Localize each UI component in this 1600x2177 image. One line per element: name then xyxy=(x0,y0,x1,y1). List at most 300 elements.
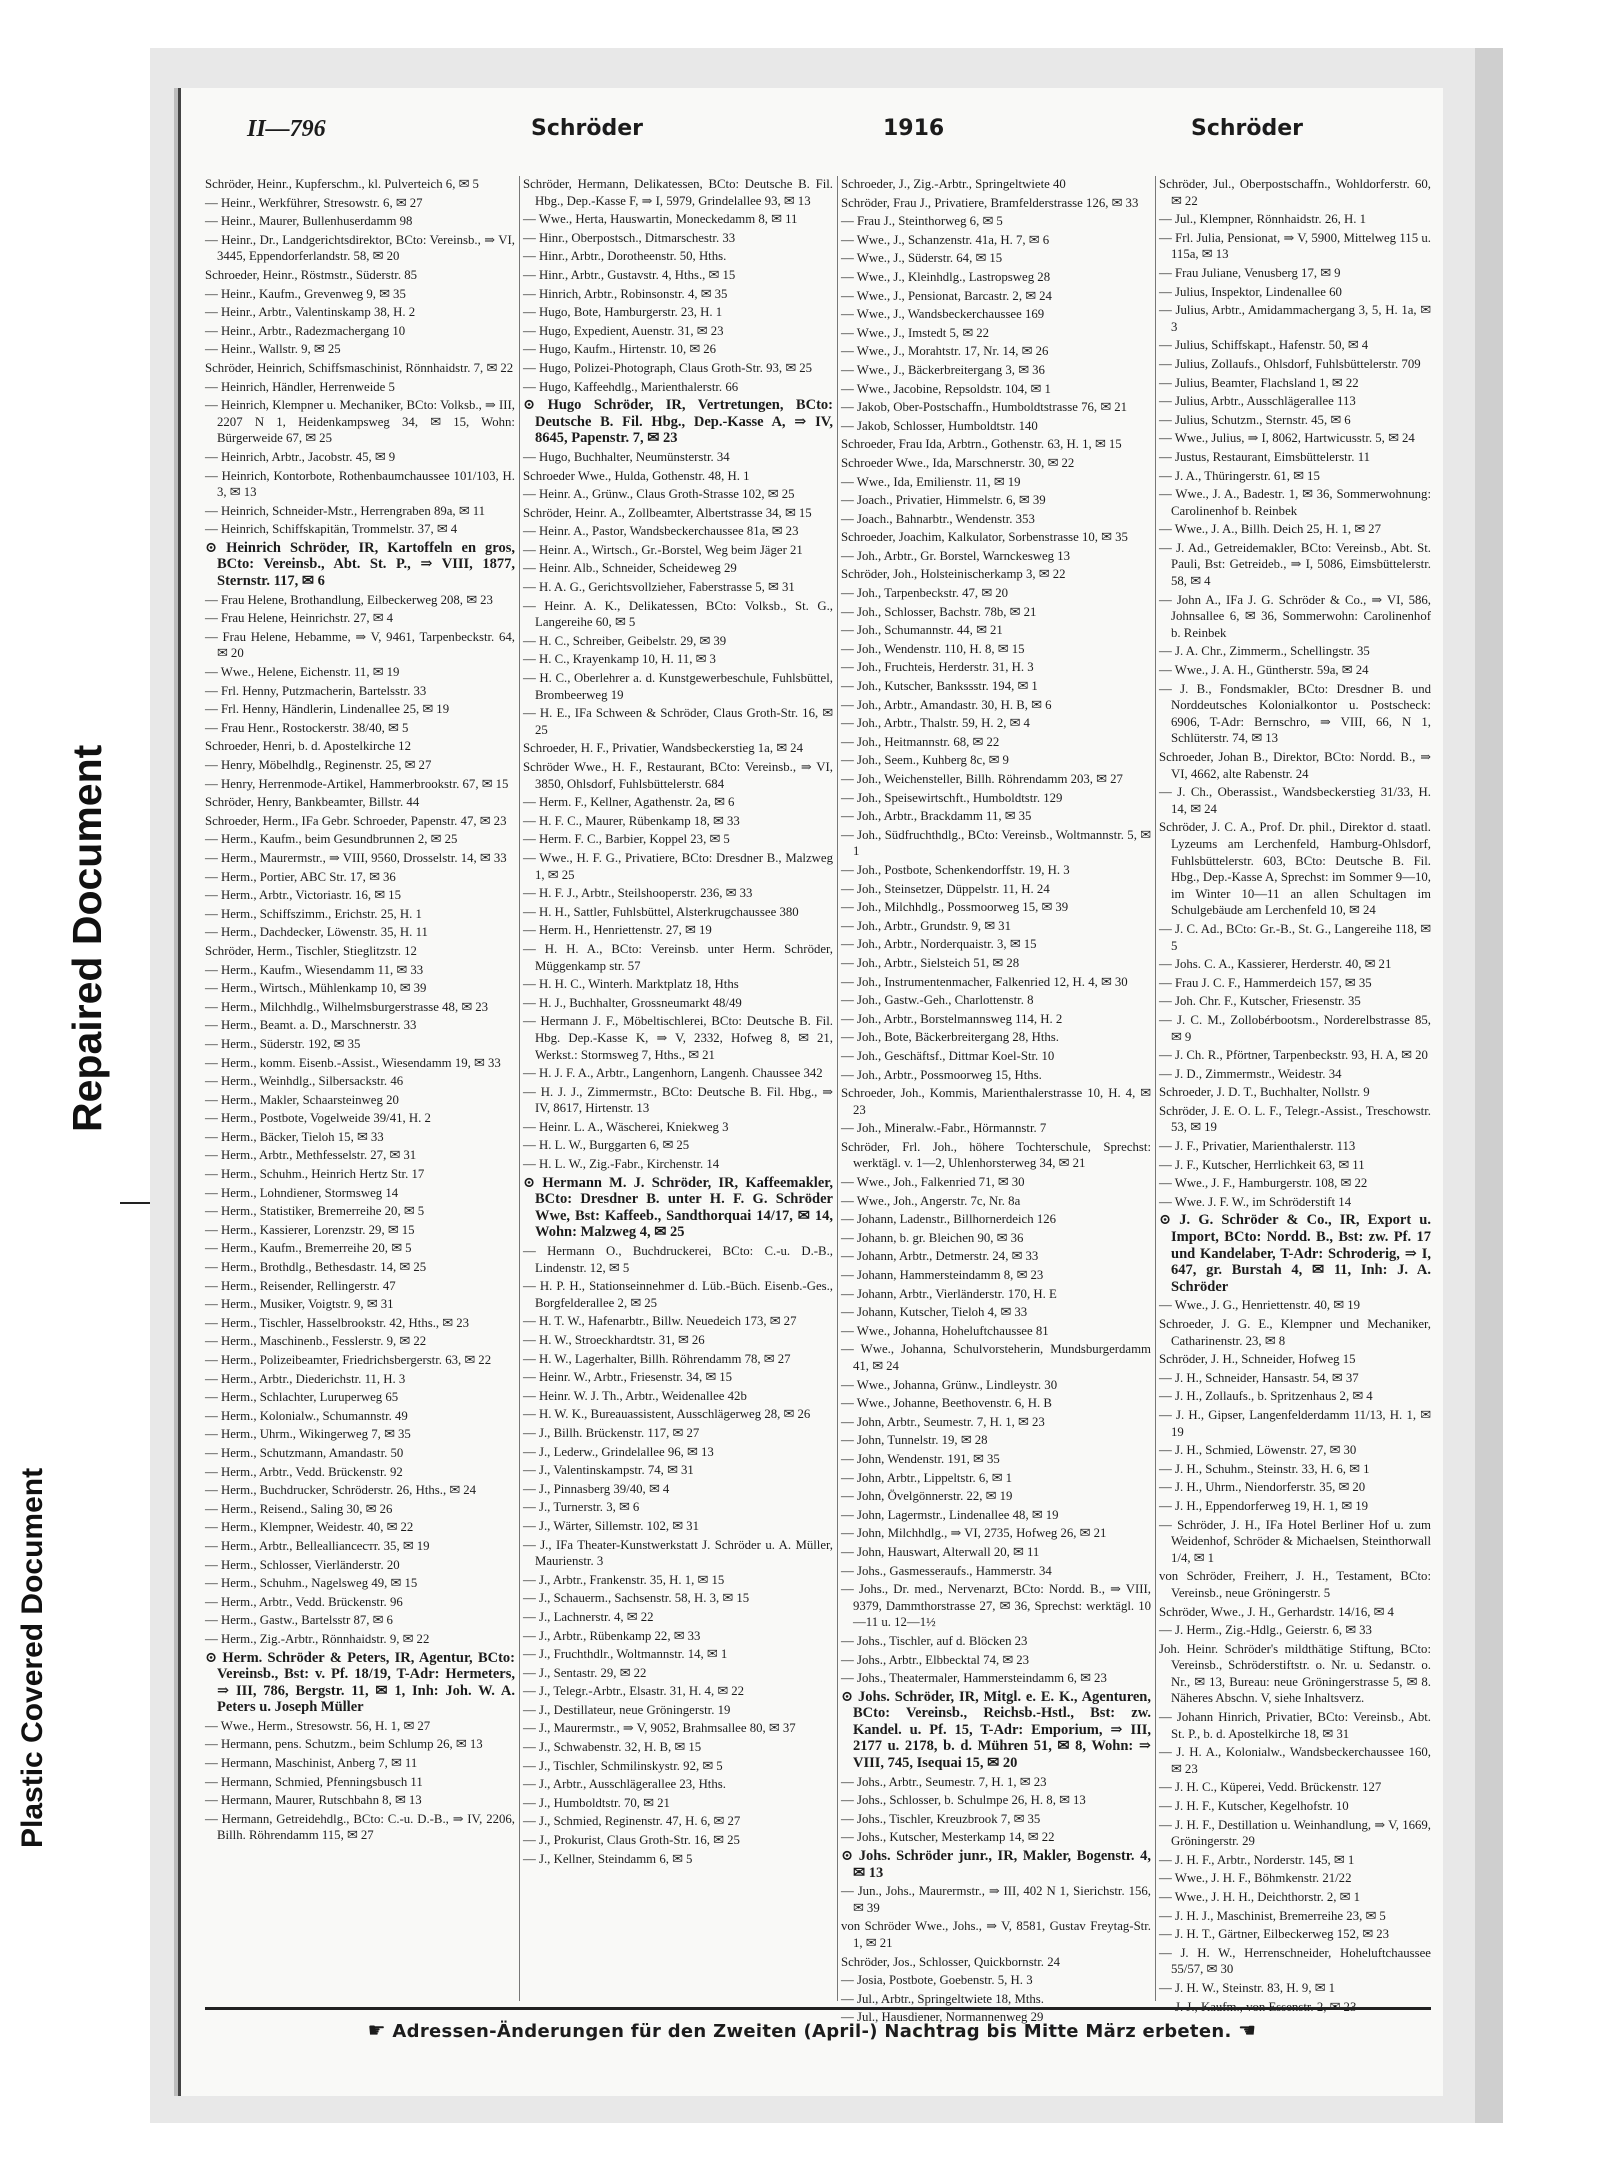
directory-entry: — Joach., Bahnarbtr., Wendenstr. 353 xyxy=(841,511,1035,526)
directory-entry: Schroeder Wwe., Hulda, Gothenstr. 48, H. 1 xyxy=(523,468,750,483)
directory-entry: — Herm., Schlosser, Vierländerstr. 20 xyxy=(205,1557,400,1572)
header-name-left: Schröder xyxy=(531,116,644,141)
column-rule xyxy=(837,176,838,2001)
directory-entry: ⊙ Herm. Schröder & Peters, IR, Agentur, BCto: Vereinsb., Bst: v. Pf. 18/19, T-Adr: Hermeters, ⇒ III, 786, Bergstr. 11, ✉ 1, Inh: Joh. W. A. Peters u. Joseph Müller xyxy=(205,1649,515,1716)
directory-entry: — Herm., Arbtr., Belleallianceстr. 35, ✉ 19 xyxy=(205,1538,430,1553)
directory-entry: — Herm., Maschinenb., Fesslerstr. 9, ✉ 22 xyxy=(205,1334,427,1349)
directory-entry: Schroeder, Joh., Kommis, Marienthalerstrasse 10, H. 4, ✉ 23 xyxy=(841,1086,1151,1117)
directory-entry: — Joh., Tarpenbeckstr. 47, ✉ 20 xyxy=(841,586,1009,601)
directory-entry: Schröder, Frau J., Privatiere, Bramfelderstrasse 126, ✉ 33 xyxy=(841,195,1139,210)
directory-entry: — Joh., Bote, Bäckerbreitergang 28, Hths. xyxy=(841,1030,1059,1045)
directory-column-3 xyxy=(841,176,1151,2025)
directory-entry: — H. C., Oberlehrer a. d. Kunstgewerbeschule, Fuhlsbüttel, Brombeerweg 19 xyxy=(523,671,833,702)
directory-entry: — John, Lagermstr., Lindenallee 48, ✉ 19 xyxy=(841,1507,1059,1522)
directory-entry: Schröder, J. C. A., Prof. Dr. phil., Direktor d. staatl. Lyzeums am Lerchenfeld, Hamburg-Ohlsdorf, Fuhlsbüttelerstr. 603, BCto: Deutsche B. Fil. Hbg., Dep.-Kasse A, Sprechst: im Sommer 9—10, im Winter 10—11 an allen Schultagen im Schulgebäude am Lerchenfeld 10, ✉ 24 xyxy=(1159,820,1431,918)
directory-entry: — Joh., Fruchteis, Herderstr. 31, H. 3 xyxy=(841,660,1034,675)
directory-entry: — J., Billh. Brückenstr. 117, ✉ 27 xyxy=(523,1425,700,1440)
pointing-hand-icon: ☚ xyxy=(1238,2018,1257,2042)
directory-entry: — Julius, Schutzm., Sternstr. 45, ✉ 6 xyxy=(1159,412,1351,427)
directory-entry: — Heinr., Kaufm., Grevenweg 9, ✉ 35 xyxy=(205,286,406,301)
directory-entry: — J., Arbtr., Frankenstr. 35, H. 1, ✉ 15 xyxy=(523,1572,725,1587)
directory-entry: — Herm., Milchhdlg., Wilhelmsburgerstrasse 48, ✉ 23 xyxy=(205,999,489,1014)
directory-entry: — Wwe., Joh., Falkenried 71, ✉ 30 xyxy=(841,1175,1025,1190)
directory-entry: — Herm. F. C., Barbier, Koppel 23, ✉ 5 xyxy=(523,832,730,847)
directory-entry: — Wwe., Johanna, Schulvorsteherin, Mundsburgerdamm 41, ✉ 24 xyxy=(841,1342,1151,1373)
directory-entry: Schroeder Wwe., Ida, Marschnerstr. 30, ✉ 22 xyxy=(841,455,1075,470)
directory-entry: — Hermann, Getreidehdlg., BCto: C.-u. D.-B., ⇒ IV, 2206, Billh. Röhrendamm 115, ✉ 27 xyxy=(205,1811,515,1843)
directory-entry: — Wwe., Helene, Eichenstr. 11, ✉ 19 xyxy=(205,665,400,680)
page-header xyxy=(181,116,1443,156)
directory-entry: — John, Hauswart, Alterwall 20, ✉ 11 xyxy=(841,1544,1040,1559)
directory-entry: — Herm., Buchdrucker, Schröderstr. 26, Hths., ✉ 24 xyxy=(205,1483,477,1498)
directory-entry: — Heinrich, Arbtr., Jacobstr. 45, ✉ 9 xyxy=(205,449,396,464)
directory-entry: — Hugo, Buchhalter, Neumünsterstr. 34 xyxy=(523,449,730,464)
page-number: II—796 xyxy=(247,116,326,142)
directory-entry: Schröder, Jul., Oberpostschaffn., Wohldorferstr. 60, ✉ 22 xyxy=(1159,177,1431,208)
directory-entry: — Joh., Steinsetzer, Düppelstr. 11, H. 24 xyxy=(841,881,1050,896)
directory-entry: — Frl. Henny, Putzmacherin, Bartelsstr. 33 xyxy=(205,683,427,698)
directory-entry: — Hermann, Maschinist, Anberg 7, ✉ 11 xyxy=(205,1756,418,1771)
directory-entry: — Johann, Kutscher, Tieloh 4, ✉ 33 xyxy=(841,1305,1028,1320)
directory-entry: — Johs., Tischler, auf d. Blöcken 23 xyxy=(841,1633,1028,1648)
directory-entry: — Joh., Gastw.-Geh., Charlottenstr. 8 xyxy=(841,993,1034,1008)
directory-entry: Schroeder, J. G. E., Klempner und Mechaniker, Catharinenstr. 23, ✉ 8 xyxy=(1159,1317,1431,1348)
directory-entry: — Hugo, Kaufm., Hirtenstr. 10, ✉ 26 xyxy=(523,342,717,357)
pointing-hand-icon: ☛ xyxy=(367,2018,386,2042)
directory-entry: — Herm., Lohndiener, Stormsweg 14 xyxy=(205,1185,399,1200)
directory-entry: — Henry, Herrenmode-Artikel, Hammerbrookstr. 67, ✉ 15 xyxy=(205,776,509,791)
directory-entry: — J. H., Zollaufs., b. Spritzenhaus 2, ✉ 4 xyxy=(1159,1389,1373,1404)
directory-entry: — Joh., Südfruchthdlg., BCto: Vereinsb., Woltmannstr. 5, ✉ 1 xyxy=(841,827,1151,859)
directory-entry: — J. H. W., Herrenschneider, Hoheluftchaussee 55/57, ✉ 30 xyxy=(1159,1945,1431,1977)
directory-entry: — J. H., Schneider, Hansastr. 54, ✉ 37 xyxy=(1159,1370,1359,1385)
directory-entry: — Herm., Statistiker, Bremerreihe 20, ✉ 5 xyxy=(205,1204,425,1219)
directory-entry: — J. C. Ad., BCto: Gr.-B., St. G., Langereihe 118, ✉ 5 xyxy=(1159,921,1431,953)
directory-entry: — Joh., Postbote, Schenkendorffstr. 19, H. 3 xyxy=(841,862,1070,877)
directory-entry: — John A., IFa J. G. Schröder & Co., ⇒ VI, 586, Johnsallee 6, ✉ 36, Sommerwohn: Carolinenhof b. Reinbek xyxy=(1159,592,1431,640)
directory-entry: — Johann Hinrich, Privatier, BCto: Vereinsb., Abt. St. P., b. d. Apostelkirche 18, ✉ 31 xyxy=(1159,1710,1431,1741)
directory-entry: — Heinrich, Schneider-Mstr., Herrengraben 89a, ✉ 11 xyxy=(205,503,486,518)
directory-entry: — Joh., Weichensteller, Billh. Röhrendamm 203, ✉ 27 xyxy=(841,772,1123,786)
plastic-covered-label: Plastic Covered Document xyxy=(16,1467,49,1848)
directory-entry: — J., Kellner, Steindamm 6, ✉ 5 xyxy=(523,1851,693,1866)
directory-entry: — H. W. K., Bureauassistent, Ausschlägerweg 28, ✉ 26 xyxy=(523,1407,811,1422)
directory-entry: — Herm., Maurermstr., ⇒ VIII, 9560, Drosselstr. 14, ✉ 33 xyxy=(205,850,507,865)
directory-entry: Schröder, Heinr. A., Zollbeamter, Albertstrasse 34, ✉ 15 xyxy=(523,505,812,520)
directory-entry: — J. Ch., Oberassist., Wandsbeckerstieg 31/33, H. 14, ✉ 24 xyxy=(1159,785,1431,816)
directory-entry: — J. H. F., Kutscher, Kegelhofstr. 10 xyxy=(1159,1799,1349,1814)
directory-entry: — Jul., Hausdiener, Normannenweg 29 xyxy=(841,2010,1044,2025)
directory-entry: — J., Telegr.-Arbtr., Elsastr. 31, H. 4, ✉ 22 xyxy=(523,1684,745,1699)
directory-entry: — J. H. A., Kolonialw., Wandsbeckerchaussee 160, ✉ 23 xyxy=(1159,1745,1431,1776)
directory-entry: — Wwe., J. H. F., Böhmkenstr. 21/22 xyxy=(1159,1871,1352,1886)
directory-entry: — Heinr. A., Wirtsch., Gr.-Borstel, Weg beim Jäger 21 xyxy=(523,542,803,557)
directory-entry: Schroeder, Joachim, Kalkulator, Sorbenstrasse 10, ✉ 35 xyxy=(841,530,1128,545)
directory-entry: — H. W., Lagerhalter, Billh. Röhrendamm 78, ✉ 27 xyxy=(523,1351,791,1366)
directory-entry: — Wwe., Johanna, Hoheluftchaussee 81 xyxy=(841,1323,1049,1338)
directory-entry: — Hermann, Maurer, Rutschbahn 8, ✉ 13 xyxy=(205,1793,422,1808)
directory-entry: — Wwe., J. G., Henriettenstr. 40, ✉ 19 xyxy=(1159,1298,1360,1313)
directory-entry: — Herm., Dachdecker, Löwenstr. 35, H. 11 xyxy=(205,925,428,940)
directory-entry: Schröder, J. E. O. L. F., Telegr.-Assist., Treschowstr. 53, ✉ 19 xyxy=(1159,1103,1431,1135)
directory-entry: — Joh., Arbtr., Grundstr. 9, ✉ 31 xyxy=(841,918,1011,933)
directory-entry: — Herm., Beamt. a. D., Marschnerstr. 33 xyxy=(205,1018,417,1033)
directory-entry: — Joh., Arbtr., Amandastr. 30, H. B, ✉ 6 xyxy=(841,697,1052,712)
directory-entry: — Herm., Arbtr., Methfesselstr. 27, ✉ 31 xyxy=(205,1148,417,1163)
directory-entry: — Heinr., Arbtr., Radezmachergang 10 xyxy=(205,323,406,338)
directory-entry: — Herm., Süderstr. 192, ✉ 35 xyxy=(205,1036,361,1051)
directory-entry: — John, Arbtr., Lippeltstr. 6, ✉ 1 xyxy=(841,1470,1013,1485)
directory-entry: — J. H. F., Destillation u. Weinhandlung, ⇒ V, 1669, Gröningerstr. 29 xyxy=(1159,1817,1431,1849)
directory-entry: — Johs., Schlosser, b. Schulmpe 26, H. 8, ✉ 13 xyxy=(841,1793,1086,1808)
directory-entry: — J. Ch. R., Pförtner, Tarpenbeckstr. 93, H. A, ✉ 20 xyxy=(1159,1048,1428,1063)
directory-entry: — H. H. A., BCto: Vereinsb. unter Herm. Schröder, Müggenkamp str. 57 xyxy=(523,941,833,973)
directory-entry: — Wwe., Johanna, Grünw., Lindleystr. 30 xyxy=(841,1377,1058,1392)
directory-entry: — J. F., Kutscher, Herrlichkeit 63, ✉ 11 xyxy=(1159,1157,1365,1172)
directory-entry: Schroeder, Herm., IFa Gebr. Schroeder, Papenstr. 47, ✉ 23 xyxy=(205,813,507,828)
directory-entry: ⊙ Johs. Schröder, IR, Mitgl. e. E. K., Agenturen, BCto: Vereinsb., Reichsb.-Hstl., Bst: zw. Kandel. u. Pf. 15, T-Adr: Emporium, ⇒ III, 2177 u. 2178, b. d. Mühren 51, ✉ 8, Wohn: ⇒ VIII, 745, Isequai 15, ✉ 20 xyxy=(841,1688,1151,1772)
directory-entry: — J., Schauerm., Sachsenstr. 58, H. 3, ✉ 15 xyxy=(523,1591,750,1606)
directory-entry: — H. A. G., Gerichtsvollzieher, Faberstrasse 5, ✉ 31 xyxy=(523,580,795,595)
directory-entry: — Heinr. A. K., Delikatessen, BCto: Volksb., St. G., Langereihe 60, ✉ 5 xyxy=(523,598,833,630)
directory-entry: — Heinr., Arbtr., Valentinskamp 38, H. 2 xyxy=(205,305,416,320)
directory-entry: — Frau Henr., Rostockerstr. 38/40, ✉ 5 xyxy=(205,720,409,735)
directory-entry: — J., IFa Theater-Kunstwerkstatt J. Schröder u. A. Müller, Maurienstr. 3 xyxy=(523,1537,833,1569)
directory-entry: — J., Arbtr., Rübenkamp 22, ✉ 33 xyxy=(523,1628,701,1643)
directory-entry: — Joh., Wendenstr. 110, H. 8, ✉ 15 xyxy=(841,641,1025,656)
directory-entry: — Joh., Speisewirtschft., Humboldtstr. 129 xyxy=(841,790,1063,805)
directory-entry: — John, Tunnelstr. 19, ✉ 28 xyxy=(841,1433,988,1448)
directory-entry: Schroeder, J. D. T., Buchhalter, Nollstr. 9 xyxy=(1159,1085,1370,1100)
directory-entry: — Joh., Heitmannstr. 68, ✉ 22 xyxy=(841,734,1000,749)
directory-entry: — Herm., komm. Eisenb.-Assist., Wiesendamm 19, ✉ 33 xyxy=(205,1055,501,1070)
directory-entry: — J., Destillateur, neue Gröningerstr. 19 xyxy=(523,1702,731,1717)
directory-entry: — Schröder, J. H., IFa Hotel Berliner Hof u. zum Weidenhof, Schröder & Michaelsen, Steinthorwall 1/4, ✉ 1 xyxy=(1159,1517,1431,1565)
directory-entry: — Frau Helene, Hebamme, ⇒ V, 9461, Tarpenbeckstr. 64, ✉ 20 xyxy=(205,629,515,661)
directory-entry: — Herm., Schuhm., Nagelsweg 49, ✉ 15 xyxy=(205,1576,418,1591)
directory-entry: — Hugo, Kaffeehdlg., Marienthalerstr. 66 xyxy=(523,379,739,394)
directory-entry: — Frl. Julia, Pensionat, ⇒ V, 5900, Mittelweg 115 u. 115a, ✉ 13 xyxy=(1159,230,1431,262)
directory-entry: — J. Herm., Zig.-Hdlg., Geierstr. 6, ✉ 33 xyxy=(1159,1623,1372,1638)
directory-entry: — Herm., Schutzmann, Amandastr. 50 xyxy=(205,1445,404,1460)
directory-entry: — Wwe., J., Imstedt 5, ✉ 22 xyxy=(841,325,990,340)
directory-entry: — Hugo, Bote, Hamburgerstr. 23, H. 1 xyxy=(523,305,723,320)
directory-entry: Schröder, Heinrich, Schiffsmaschinist, Rönnhaidstr. 7, ✉ 22 xyxy=(205,360,514,375)
directory-entry: — Joh., Instrumentenmacher, Falkenried 12, H. 4, ✉ 30 xyxy=(841,974,1128,989)
label-divider xyxy=(120,1202,150,1204)
header-year: 1916 xyxy=(883,116,945,141)
directory-entry: — Johs., Tischler, Kreuzbrook 7, ✉ 35 xyxy=(841,1811,1041,1826)
directory-entry: — Heinr. L. A., Wäscherei, Kniekweg 3 xyxy=(523,1119,729,1134)
directory-entry: Schroeder, Heinr., Röstmstr., Süderstr. 85 xyxy=(205,267,418,282)
directory-entry: — Wwe., Jacobine, Repsoldstr. 104, ✉ 1 xyxy=(841,381,1051,396)
directory-entry: — Johann, Hammersteindamm 8, ✉ 23 xyxy=(841,1268,1044,1283)
directory-entry: — Jul., Arbtr., Springeltwiete 18, Mths. xyxy=(841,1991,1044,2006)
directory-entry: — Wwe., J. H. H., Deichthorstr. 2, ✉ 1 xyxy=(1159,1890,1360,1904)
footer-rule xyxy=(205,2007,1431,2010)
directory-entry: — Josia, Postbote, Goebenstr. 5, H. 3 xyxy=(841,1973,1033,1988)
left-margin xyxy=(0,0,150,2177)
directory-entry: — J. Ad., Getreidemakler, BCto: Vereinsb., Abt. St. Pauli, Bst: Getreideb., ⇒ I, 5086, Eimsbüttelerstr. 58, ✉ 4 xyxy=(1159,540,1431,589)
directory-entry: — Herm., Klempner, Weidestr. 40, ✉ 22 xyxy=(205,1520,414,1535)
directory-entry: — J. H., Schmied, Löwenstr. 27, ✉ 30 xyxy=(1159,1443,1357,1458)
directory-entry: — Heinr., Maurer, Bullenhuserdamm 98 xyxy=(205,214,413,229)
directory-entry: — Joh., Kutscher, Bankssstr. 194, ✉ 1 xyxy=(841,679,1038,694)
directory-entry: — Joh., Seem., Kuhberg 8c, ✉ 9 xyxy=(841,753,1009,768)
directory-entry: — J., Schmied, Reginenstr. 47, H. 6, ✉ 27 xyxy=(523,1814,741,1829)
directory-entry: — Heinrich, Händler, Herrenweide 5 xyxy=(205,379,395,394)
directory-entry: — Heinr. W. J. Th., Arbtr., Weidenallee 42b xyxy=(523,1388,747,1403)
directory-entry: — H. F. J., Arbtr., Steilshooperstr. 236, ✉ 33 xyxy=(523,886,753,901)
directory-entry: — Johs., Dr. med., Nervenarzt, BCto: Nordd. B., ⇒ VIII, 9379, Dammthorstrasse 27, ✉ 36, Sprechst: werktägl. 10—11 u. 12—1½ xyxy=(841,1582,1151,1630)
directory-entry: — J. H. W., Steinstr. 83, H. 9, ✉ 1 xyxy=(1159,1980,1336,1995)
directory-entry: — Frau Juliane, Venusberg 17, ✉ 9 xyxy=(1159,265,1341,280)
directory-entry: — H. F. C., Maurer, Rübenkamp 18, ✉ 33 xyxy=(523,813,740,828)
repaired-document-label: Repaired Document xyxy=(64,744,110,1132)
directory-entry: — J., Wärter, Sillemstr. 102, ✉ 31 xyxy=(523,1518,699,1533)
directory-entry: — Wwe., J. A. H., Güntherstr. 59a, ✉ 24 xyxy=(1159,663,1369,678)
directory-entry: — Jul., Klempner, Rönnhaidstr. 26, H. 1 xyxy=(1159,212,1367,227)
directory-entry: — H. J. F. A., Arbtr., Langenhorn, Langenh. Chaussee 342 xyxy=(523,1066,823,1081)
directory-entry: — Herm., Tischler, Hasselbrookstr. 42, Hths., ✉ 23 xyxy=(205,1315,470,1330)
directory-entry: — J., Schwabenstr. 32, H. B, ✉ 15 xyxy=(523,1740,702,1755)
directory-entry: — John, Övelgönnerstr. 22, ✉ 19 xyxy=(841,1489,1013,1504)
directory-entry: — Herm., Arbtr., Diederichstr. 11, H. 3 xyxy=(205,1371,406,1386)
footer-notice xyxy=(181,2018,1443,2042)
directory-entry: — Herm., Gastw., Bartelsstr 87, ✉ 6 xyxy=(205,1613,393,1628)
directory-entry: Schröder, Wwe., J. H., Gerhardstr. 14/16, ✉ 4 xyxy=(1159,1604,1394,1619)
directory-entry: — Joh., Arbtr., Brackdamm 11, ✉ 35 xyxy=(841,809,1032,824)
directory-entry: — J. F., Privatier, Marienthalerstr. 113 xyxy=(1159,1139,1356,1154)
directory-entry: — Joh., Arbtr., Thalstr. 59, H. 2, ✉ 4 xyxy=(841,716,1030,731)
directory-entry: — J. H. F., Arbtr., Norderstr. 145, ✉ 1 xyxy=(1159,1852,1355,1867)
directory-entry: — Joh., Schlosser, Bachstr. 78b, ✉ 21 xyxy=(841,604,1037,619)
directory-entry: Schroeder, Frau Ida, Arbtrn., Gothenstr. 63, H. 1, ✉ 15 xyxy=(841,437,1122,452)
directory-entry: — Johs. C. A., Kassierer, Herderstr. 40, ✉ 21 xyxy=(1159,957,1392,972)
directory-entry: — Herm., Reisender, Rellingerstr. 47 xyxy=(205,1278,396,1293)
directory-entry: — Jun., Johs., Maurermstr., ⇒ III, 402 N 1, Sierichstr. 156, ✉ 39 xyxy=(841,1884,1151,1915)
directory-entry: — Herm., Kaufm., Bremerreihe 20, ✉ 5 xyxy=(205,1241,412,1256)
directory-entry: — Wwe., J., Kleinhdlg., Lastropsweg 28 xyxy=(841,269,1051,284)
directory-entry: — Johs., Arbtr., Seumestr. 7, H. 1, ✉ 23 xyxy=(841,1774,1047,1789)
directory-entry: — John, Arbtr., Seumestr. 7, H. 1, ✉ 23 xyxy=(841,1414,1045,1429)
directory-entry: — H. T. W., Hafenarbtr., Billw. Neuedeich 173, ✉ 27 xyxy=(523,1314,797,1329)
directory-entry: — John, Wendenstr. 191, ✉ 35 xyxy=(841,1451,1000,1466)
directory-entry: — J. H. J., Maschinist, Bremerreihe 23, ✉ 5 xyxy=(1159,1908,1386,1923)
directory-entry: — Herm., Uhrm., Wikingerweg 7, ✉ 35 xyxy=(205,1427,411,1442)
directory-entry: — J., Tischler, Schmilinskystr. 92, ✉ 5 xyxy=(523,1758,723,1773)
directory-entry: — H. L. W., Zig.-Fabr., Kirchenstr. 14 xyxy=(523,1157,720,1172)
directory-entry: — John, Milchhdlg., ⇒ VI, 2735, Hofweg 26, ✉ 21 xyxy=(841,1526,1107,1541)
directory-entry: Schröder Wwe., H. F., Restaurant, BCto: Vereinsb., ⇒ VI, 3850, Ohlsdorf, Fuhlsbüttelerstr. 684 xyxy=(523,760,833,791)
directory-entry: — J. H. C., Küperei, Vedd. Brückenstr. 127 xyxy=(1159,1780,1382,1795)
directory-entry: Schröder, J. H., Schneider, Hofweg 15 xyxy=(1159,1352,1356,1367)
directory-entry: Schröder, Herm., Tischler, Stieglitzstr. 12 xyxy=(205,943,417,958)
directory-entry: — Herm., Arbtr., Vedd. Brückenstr. 96 xyxy=(205,1594,403,1609)
directory-entry: — Hugo, Polizei-Photograph, Claus Groth-Str. 93, ✉ 25 xyxy=(523,360,813,375)
directory-entry: — Joh., Arbtr., Possmoorweg 15, Hths. xyxy=(841,1067,1042,1082)
directory-entry: — Julius, Arbtr., Ausschlägerallee 113 xyxy=(1159,394,1356,409)
directory-entry: — Hinr., Oberpostsch., Ditmarschestr. 33 xyxy=(523,230,736,245)
directory-column-4 xyxy=(1159,176,1431,2001)
directory-entry: — Frau Helene, Brothandlung, Eilbeckerweg 208, ✉ 23 xyxy=(205,592,493,607)
header-name-right: Schröder xyxy=(1191,116,1304,141)
directory-entry: — Herm., Reisend., Saling 30, ✉ 26 xyxy=(205,1501,393,1516)
directory-entry: Schröder, Jos., Schlosser, Quickbornstr. 24 xyxy=(841,1954,1060,1969)
directory-entry: — Frau J., Steinthorweg 6, ✉ 5 xyxy=(841,214,1003,229)
directory-entry: — Johann, Arbtr., Vierländerstr. 170, H. E xyxy=(841,1286,1057,1301)
directory-entry: — Hermann, pens. Schutzm., beim Schlump 26, ✉ 13 xyxy=(205,1737,483,1752)
directory-entry: — J., Humboldtstr. 70, ✉ 21 xyxy=(523,1795,670,1810)
directory-entry: — Wwe., Johanne, Beethovenstr. 6, H. B xyxy=(841,1396,1052,1411)
directory-entry: — Henry, Möbelhdlg., Reginenstr. 25, ✉ 27 xyxy=(205,758,432,772)
directory-entry: — Joh., Arbtr., Gr. Borstel, Warnckesweg 13 xyxy=(841,548,1071,563)
directory-entry: — Johs., Gasmesseraufs., Hammerstr. 34 xyxy=(841,1563,1052,1578)
directory-entry: Schröder, Henry, Bankbeamter, Billstr. 44 xyxy=(205,795,420,810)
directory-entry: — Heinr. A., Pastor, Wandsbeckerchaussee 81a, ✉ 23 xyxy=(523,524,799,539)
directory-entry: — Wwe., J., Morahtstr. 17, Nr. 14, ✉ 26 xyxy=(841,344,1049,359)
directory-entry: — Wwe. J. F. W., im Schröderstift 14 xyxy=(1159,1194,1352,1209)
directory-entry: — H. C., Krayenkamp 10, H. 11, ✉ 3 xyxy=(523,652,716,667)
directory-entry: — Herm., Schlachter, Luruperweg 65 xyxy=(205,1390,399,1405)
directory-entry: — Herm., Arbtr., Vedd. Brückenstr. 92 xyxy=(205,1464,403,1479)
directory-entry: — Wwe., J. A., Badestr. 1, ✉ 36, Sommerwohnung: Carolinenhof b. Reinbek xyxy=(1159,487,1431,518)
directory-entry: — Wwe., J., Süderstr. 64, ✉ 15 xyxy=(841,251,1003,266)
directory-entry: — J., Maurermstr., ⇒ V, 9052, Brahmsallee 80, ✉ 37 xyxy=(523,1721,796,1736)
directory-entry: — H. W., Stroeckhardtstr. 31, ✉ 26 xyxy=(523,1333,705,1347)
directory-entry: — Joh., Arbtr., Borstelmannsweg 114, H. 2 xyxy=(841,1011,1063,1026)
directory-entry: Schröder, Heinr., Kupferschm., kl. Pulverteich 6, ✉ 5 xyxy=(205,177,479,191)
directory-entry: — Herm. F., Kellner, Agathenstr. 2a, ✉ 6 xyxy=(523,795,735,810)
directory-entry: — Herm., Arbtr., Victoriastr. 16, ✉ 15 xyxy=(205,888,401,903)
directory-entry: Schroeder, Johan B., Direktor, BCto: Nordd. B., ⇒ VI, 4662, alte Rabenstr. 24 xyxy=(1159,750,1431,781)
directory-entry: — Johs., Theatermaler, Hammersteindamm 6, ✉ 23 xyxy=(841,1671,1107,1686)
directory-entry: ⊙ J. G. Schröder & Co., IR, Export u. Import, BCto: Nordd. B., Bst: zw. Pf. 17 und Kandelaber, T-Adr: Schroderig, ⇒ I, 647, gr. Burstah 4, ✉ 11, Inh: J. A. Schröder xyxy=(1159,1212,1431,1295)
directory-entry: — Johann, b. gr. Bleichen 90, ✉ 36 xyxy=(841,1230,1024,1245)
column-rule xyxy=(519,176,520,2001)
directory-entry: — Herm., Bäcker, Tieloh 15, ✉ 33 xyxy=(205,1129,384,1144)
directory-page xyxy=(178,88,1443,2096)
directory-entry: — Joh., Arbtr., Norderquaistr. 3, ✉ 15 xyxy=(841,937,1037,952)
directory-entry: — Julius, Arbtr., Amidammachergang 3, 5, H. 1a, ✉ 3 xyxy=(1159,303,1431,334)
directory-entry: — Wwe., Julius, ⇒ I, 8062, Hartwicusstr. 5, ✉ 24 xyxy=(1159,431,1415,446)
directory-entry: — J., Prokurist, Claus Groth-Str. 16, ✉ 25 xyxy=(523,1833,740,1848)
directory-entry: — Heinrich, Klempner u. Mechaniker, BCto: Volksb., ⇒ III, 2207 N 1, Heidenkampsweg 34, ✉ 15, Wohn: Bürgerweide 67, ✉ 25 xyxy=(205,398,515,446)
directory-entry: — Julius, Beamter, Flachsland 1, ✉ 22 xyxy=(1159,375,1359,390)
directory-entry: — Hermann, Schmied, Pfenningsbusch 11 xyxy=(205,1774,423,1789)
directory-entry: von Schröder, Freiherr, J. H., Testament, BCto: Vereinsb., neue Gröningerstr. 5 xyxy=(1159,1569,1431,1600)
directory-entry: — Hugo, Expedient, Auenstr. 31, ✉ 23 xyxy=(523,323,724,338)
directory-entry: — Johann, Arbtr., Detmerstr. 24, ✉ 33 xyxy=(841,1249,1039,1264)
directory-entry: — Hermann O., Buchdruckerei, BCto: C.-u. D.-B., Lindenstr. 12, ✉ 5 xyxy=(523,1244,833,1275)
directory-entry: — J., Lachnerstr. 4, ✉ 22 xyxy=(523,1609,654,1624)
directory-entry: — H. J., Buchhalter, Grossneumarkt 48/49 xyxy=(523,995,742,1010)
directory-entry: — Herm., Weinhdlg., Silbersackstr. 46 xyxy=(205,1074,404,1089)
directory-entry: — H. L. W., Burggarten 6, ✉ 25 xyxy=(523,1138,690,1153)
directory-entry: — J. A. Chr., Zimmerm., Schellingstr. 35 xyxy=(1159,644,1370,659)
directory-column-2 xyxy=(523,176,833,2001)
directory-entry: Schroeder, Henri, b. d. Apostelkirche 12 xyxy=(205,739,411,754)
directory-entry: von Schröder Wwe., Johs., ⇒ V, 8581, Gustav Freytag-Str. 1, ✉ 21 xyxy=(841,1919,1151,1950)
directory-entry: — Johs., Kutscher, Mesterkamp 14, ✉ 22 xyxy=(841,1830,1055,1845)
directory-entry: — J. H., Eppendorferweg 19, H. 1, ✉ 19 xyxy=(1159,1498,1369,1513)
directory-entry: — H. H. C., Winterh. Marktplatz 18, Hths xyxy=(523,977,739,992)
directory-entry: — Frau J. C. F., Hammerdeich 157, ✉ 35 xyxy=(1159,975,1372,990)
column-rule xyxy=(1155,176,1156,2001)
directory-entry: Joh. Heinr. Schröder's mildthätige Stiftung, BCto: Vereinsb., Schröderstiftstr. o. Nr. u. Sedanstr. o. Nr., ✉ 13, Bureau: neue Gröningerstrasse 5, ✉ 8. Näheres Abschn. V, siehe Inhaltsverz. xyxy=(1159,1641,1431,1706)
directory-entry: — Herm., Schuhm., Heinrich Hertz Str. 17 xyxy=(205,1167,425,1182)
directory-entry: — Frl. Henny, Händlerin, Lindenallee 25, ✉ 19 xyxy=(205,702,450,717)
directory-entry: — Joh., Geschäftsf., Dittmar Koel-Str. 10 xyxy=(841,1048,1055,1063)
directory-entry: — J., Sentastr. 29, ✉ 22 xyxy=(523,1665,647,1680)
directory-entry: — Wwe., Ida, Emilienstr. 11, ✉ 19 xyxy=(841,474,1021,489)
directory-entry: — Frau Helene, Heinrichstr. 27, ✉ 4 xyxy=(205,611,394,626)
directory-entry: — Julius, Schiffskapt., Hafenstr. 50, ✉ 4 xyxy=(1159,338,1369,353)
directory-entry: — Joach., Privatier, Himmelstr. 6, ✉ 39 xyxy=(841,493,1046,508)
footer-text: Adressen-Änderungen für den Zweiten (April-) Nachtrag bis Mitte März erbeten. xyxy=(392,2021,1232,2042)
directory-entry: — Herm., Wirtsch., Mühlenkamp 10, ✉ 39 xyxy=(205,981,427,996)
directory-entry: — Joh. Chr. F., Kutscher, Friesenstr. 35 xyxy=(1159,994,1361,1009)
directory-entry: — Johann, Ladenstr., Billhornerdeich 126 xyxy=(841,1212,1057,1227)
directory-entry: — Herm., Postbote, Vogelweide 39/41, H. 2 xyxy=(205,1111,431,1126)
directory-entry: — Heinr., Dr., Landgerichtsdirektor, BCto: Vereinsb., ⇒ VI, 3445, Eppendorferlandstr. 58, ✉ 20 xyxy=(205,232,515,264)
directory-entry: — Wwe., J. F., Hamburgerstr. 108, ✉ 22 xyxy=(1159,1176,1368,1191)
directory-entry: — Jakob, Ober-Postschaffn., Humboldtstrasse 76, ✉ 21 xyxy=(841,400,1128,415)
directory-entry: — Jakob, Schlosser, Humboldtstr. 140 xyxy=(841,418,1038,433)
directory-entry: — Wwe., J., Wandsbeckerchaussee 169 xyxy=(841,307,1045,322)
directory-entry: — Julius, Inspektor, Lindenallee 60 xyxy=(1159,284,1342,299)
directory-entry: — J. H., Schuhm., Steinstr. 33, H. 6, ✉ 1 xyxy=(1159,1461,1370,1476)
directory-entry: — Herm., Kassierer, Lorenzstr. 29, ✉ 15 xyxy=(205,1222,415,1237)
directory-entry: — Herm., Brothdlg., Bethesdastr. 14, ✉ 25 xyxy=(205,1260,427,1275)
directory-column-1 xyxy=(205,176,515,2001)
directory-entry: — Herm., Polizeibeamter, Friedrichsbergerstr. 63, ✉ 22 xyxy=(205,1353,492,1367)
directory-entry: — Wwe., J. A., Billh. Deich 25, H. 1, ✉ 27 xyxy=(1159,522,1381,537)
directory-entry: — Herm., Musiker, Voigtstr. 9, ✉ 31 xyxy=(205,1297,394,1312)
directory-entry: Schröder, Hermann, Delikatessen, BCto: Deutsche B. Fil. Hbg., Dep.-Kasse F, ⇒ I, 5979, Grindelallee 93, ✉ 13 xyxy=(523,177,833,208)
directory-entry: — Hinrich, Arbtr., Robinsonstr. 4, ✉ 35 xyxy=(523,286,728,301)
directory-entry: — J., Valentinskampstr. 74, ✉ 31 xyxy=(523,1463,694,1478)
directory-entry: — Wwe., Joh., Angerstr. 7c, Nr. 8a xyxy=(841,1193,1021,1208)
directory-entry: — Heinr. A., Grünw., Claus Groth-Strasse 102, ✉ 25 xyxy=(523,487,795,502)
directory-entry: ⊙ Hermann M. J. Schröder, IR, Kaffeemakler, BCto: Dresdner B. unter H. F. G. Schröder Wwe, Bst: Kaffeeb., Sandthorquai 14/17, ✉ 14, Wohn: Malzweg 4, ✉ 25 xyxy=(523,1174,833,1241)
directory-entry: Schröder, Frl. Joh., höhere Tochterschule, Sprechst: werktägl. v. 1—2, Uhlenhorsterweg 34, ✉ 21 xyxy=(841,1139,1151,1171)
directory-entry: — Wwe., J., Bäckerbreitergang 3, ✉ 36 xyxy=(841,362,1045,377)
directory-entry: ⊙ Johs. Schröder junr., IR, Makler, Bogenstr. 4, ✉ 13 xyxy=(841,1848,1151,1881)
directory-entry: — H. P. H., Stationseinnehmer d. Lüb.-Büch. Eisenb.-Ges., Borgfelderallee 2, ✉ 25 xyxy=(523,1279,833,1310)
directory-entry: — Hinr., Arbtr., Dorotheenstr. 50, Hths. xyxy=(523,249,727,264)
directory-entry: — Joh., Mineralw.-Fabr., Hörmannstr. 7 xyxy=(841,1121,1047,1136)
directory-entry: — Wwe., Herm., Stresowstr. 56, H. 1, ✉ 27 xyxy=(205,1718,431,1733)
directory-entry: — Herm., Kaufm., Wiesendamm 11, ✉ 33 xyxy=(205,962,424,977)
directory-entry: — Herm., Makler, Schaarsteinweg 20 xyxy=(205,1092,399,1107)
directory-entry: — Heinr. Alb., Schneider, Scheideweg 29 xyxy=(523,561,737,576)
directory-entry: — Heinr., Wallstr. 9, ✉ 25 xyxy=(205,342,341,357)
directory-entry: — Joh., Arbtr., Sielsteich 51, ✉ 28 xyxy=(841,955,1020,970)
directory-entry: — J., Arbtr., Ausschlägerallee 23, Hths. xyxy=(523,1777,726,1792)
directory-entry: — Wwe., J., Pensionat, Barcastr. 2, ✉ 24 xyxy=(841,288,1052,303)
directory-entry: — Herm., Schiffszimm., Erichstr. 25, H. 1 xyxy=(205,906,422,921)
directory-entry: ⊙ Heinrich Schröder, IR, Kartoffeln en gros, BCto: Vereinsb., Abt. St. P., ⇒ VIII, 1877, Sternstr. 117, ✉ 6 xyxy=(205,539,515,590)
directory-entry: — Herm., Zig.-Arbtr., Rönnhaidstr. 9, ✉ 22 xyxy=(205,1631,430,1646)
directory-entry: — Heinrich, Schiffskapitän, Trommelstr. 37, ✉ 4 xyxy=(205,522,458,537)
directory-entry: — J., Fruchthdlr., Woltmannstr. 14, ✉ 1 xyxy=(523,1647,728,1662)
directory-entry: Schroeder, H. F., Privatier, Wandsbeckerstieg 1a, ✉ 24 xyxy=(523,741,803,756)
directory-entry: — Herm. H., Henriettenstr. 27, ✉ 19 xyxy=(523,923,712,938)
directory-entry: — H. E., IFa Schween & Schröder, Claus Groth-Str. 16, ✉ 25 xyxy=(523,706,833,737)
directory-entry: — Heinr. W., Arbtr., Friesenstr. 34, ✉ 15 xyxy=(523,1370,733,1385)
directory-entry: — H. H., Sattler, Fuhlsbüttel, Alsterkrugchaussee 380 xyxy=(523,904,799,919)
